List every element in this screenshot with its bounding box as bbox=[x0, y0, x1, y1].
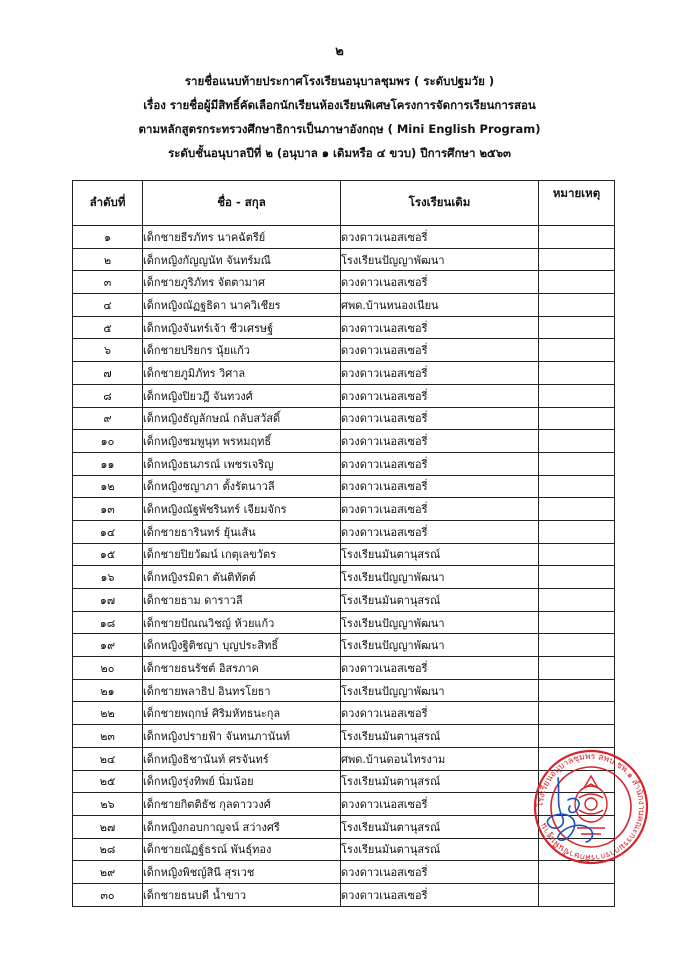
previous-school: ดวงดาวเนอสเซอรี่ bbox=[341, 793, 539, 816]
note-cell bbox=[539, 566, 615, 589]
previous-school: ดวงดาวเนอสเซอรี่ bbox=[341, 702, 539, 725]
student-name: เด็กหญิงณัฐพัชรินทร์ เจียมจักร bbox=[143, 498, 341, 521]
student-name: เด็กชายปริยกร นุ้ยแก้ว bbox=[143, 339, 341, 362]
row-number: ๑๑ bbox=[73, 452, 143, 475]
table-row bbox=[73, 452, 615, 475]
note-cell bbox=[539, 611, 615, 634]
table-row bbox=[73, 793, 615, 816]
row-number: ๑๙ bbox=[73, 634, 143, 657]
table-row bbox=[73, 838, 615, 861]
note-cell bbox=[539, 657, 615, 680]
student-name: เด็กชายภูมิภัทร วิศาล bbox=[143, 362, 341, 385]
row-number: ๑ bbox=[73, 226, 143, 249]
note-cell bbox=[539, 452, 615, 475]
previous-school: โรงเรียนมันตานุสรณ์ bbox=[341, 815, 539, 838]
note-cell bbox=[539, 520, 615, 543]
table-row bbox=[73, 498, 615, 521]
student-name: เด็กหญิงธัญลักษณ์ กลับสวัสดิ์ bbox=[143, 407, 341, 430]
previous-school: ดวงดาวเนอสเซอรี่ bbox=[341, 498, 539, 521]
table-row bbox=[73, 407, 615, 430]
student-name: เด็กชายธนบดี น้ำขาว bbox=[143, 883, 341, 906]
previous-school: โรงเรียนปัญญาพัฒนา bbox=[341, 679, 539, 702]
table-row bbox=[73, 725, 615, 748]
previous-school: ดวงดาวเนอสเซอรี่ bbox=[341, 657, 539, 680]
note-cell bbox=[539, 248, 615, 271]
table-row bbox=[73, 679, 615, 702]
announcement-subject: เรื่อง รายชื่อผู้มีสิทธิ์คัดเลือกนักเรียนห้องเรียนพิเศษโครงการจัดการเรียนการสอน bbox=[143, 98, 536, 112]
table-row bbox=[73, 566, 615, 589]
announcement-title: รายชื่อแนบท้ายประกาศโรงเรียนอนุบาลชุมพร ( ระดับปฐมวัย ) bbox=[184, 74, 495, 88]
student-name: เด็กหญิงจันทร์เจ้า ชีวเศรษฐ์ bbox=[143, 316, 341, 339]
note-cell bbox=[539, 339, 615, 362]
student-name: เด็กหญิงธิชานันท์ ศรจันทร์ bbox=[143, 747, 341, 770]
previous-school: ดวงดาวเนอสเซอรี่ bbox=[341, 452, 539, 475]
row-number: ๘ bbox=[73, 384, 143, 407]
row-number: ๑๓ bbox=[73, 498, 143, 521]
table-row bbox=[73, 883, 615, 906]
note-cell bbox=[539, 861, 615, 884]
previous-school: ดวงดาวเนอสเซอรี่ bbox=[341, 271, 539, 294]
note-cell bbox=[539, 815, 615, 838]
previous-school: ดวงดาวเนอสเซอรี่ bbox=[341, 883, 539, 906]
note-cell bbox=[539, 271, 615, 294]
row-number: ๔ bbox=[73, 294, 143, 317]
note-cell bbox=[539, 747, 615, 770]
student-name: เด็กชายปัณณวิชญ์ ห้วยแก้ว bbox=[143, 611, 341, 634]
row-number: ๑๔ bbox=[73, 520, 143, 543]
note-cell bbox=[539, 430, 615, 453]
table-header-row bbox=[73, 181, 615, 226]
seal-text: โรงเรียนอนุบาลชุมพร สพป.ชพ.๑ สำนักงานคณะกรรมการการศึกษาขั้นพื้นฐาน bbox=[535, 751, 647, 863]
student-name: เด็กหญิงณัฏฐธิดา นาควิเชียร bbox=[143, 294, 341, 317]
header-note: หมายเหตุ bbox=[539, 181, 615, 226]
row-number: ๒๘ bbox=[73, 838, 143, 861]
row-number: ๓ bbox=[73, 271, 143, 294]
previous-school: โรงเรียนมันตานุสรณ์ bbox=[341, 770, 539, 793]
note-cell bbox=[539, 679, 615, 702]
note-cell bbox=[539, 226, 615, 249]
student-name: เด็กหญิงรุ่งทิพย์ นิ่มน้อย bbox=[143, 770, 341, 793]
student-name: เด็กหญิงปิยวฎี จันทวงศ์ bbox=[143, 384, 341, 407]
note-cell bbox=[539, 725, 615, 748]
row-number: ๒๖ bbox=[73, 793, 143, 816]
note-cell bbox=[539, 634, 615, 657]
student-name: เด็กหญิงปรายฟ้า จันทนภานันท์ bbox=[143, 725, 341, 748]
student-name: เด็กหญิงรมิดา ตันติทัตต์ bbox=[143, 566, 341, 589]
table-row bbox=[73, 316, 615, 339]
table-row bbox=[73, 294, 615, 317]
table-body bbox=[73, 226, 615, 907]
previous-school: ดวงดาวเนอสเซอรี่ bbox=[341, 316, 539, 339]
previous-school: ดวงดาวเนอสเซอรี่ bbox=[341, 407, 539, 430]
note-cell bbox=[539, 793, 615, 816]
previous-school: ดวงดาวเนอสเซอรี่ bbox=[341, 362, 539, 385]
table-row bbox=[73, 657, 615, 680]
previous-school: โรงเรียนมันตานุสรณ์ bbox=[341, 543, 539, 566]
note-cell bbox=[539, 407, 615, 430]
table-row bbox=[73, 271, 615, 294]
note-cell bbox=[539, 883, 615, 906]
note-cell bbox=[539, 770, 615, 793]
previous-school: โรงเรียนปัญญาพัฒนา bbox=[341, 248, 539, 271]
row-number: ๕ bbox=[73, 316, 143, 339]
student-name: เด็กชายพฤกษ์ ศิริมหัทธนะกุล bbox=[143, 702, 341, 725]
header-school: โรงเรียนเดิม bbox=[341, 181, 539, 226]
student-name: เด็กชายธารินทร์ ยุ้นเส้น bbox=[143, 520, 341, 543]
row-number: ๑๕ bbox=[73, 543, 143, 566]
page-number: ๒ bbox=[335, 44, 344, 59]
row-number: ๒๑ bbox=[73, 679, 143, 702]
student-name: เด็กหญิงชมพูนุท พรหมฤทธิ์ bbox=[143, 430, 341, 453]
table-row bbox=[73, 702, 615, 725]
note-cell bbox=[539, 294, 615, 317]
table-row bbox=[73, 589, 615, 612]
table-row bbox=[73, 520, 615, 543]
previous-school: ศพด.บ้านหนองเนียน bbox=[341, 294, 539, 317]
student-list-table bbox=[72, 180, 615, 907]
announcement-level: ระดับชั้นอนุบาลปีที่ ๒ (อนุบาล ๑ เดิมหรือ ๔ ขวบ) ปีการศึกษา ๒๕๖๓ bbox=[168, 146, 511, 160]
previous-school: โรงเรียนมันตานุสรณ์ bbox=[341, 838, 539, 861]
row-number: ๑๐ bbox=[73, 430, 143, 453]
table-row bbox=[73, 339, 615, 362]
student-name: เด็กหญิงกอบกาญจน์ สว่างศรี bbox=[143, 815, 341, 838]
previous-school: ดวงดาวเนอสเซอรี่ bbox=[341, 430, 539, 453]
previous-school: ดวงดาวเนอสเซอรี่ bbox=[341, 520, 539, 543]
row-number: ๒๐ bbox=[73, 657, 143, 680]
table-row bbox=[73, 634, 615, 657]
note-cell bbox=[539, 498, 615, 521]
note-cell bbox=[539, 362, 615, 385]
previous-school: ดวงดาวเนอสเซอรี่ bbox=[341, 339, 539, 362]
table-row bbox=[73, 475, 615, 498]
student-name: เด็กหญิงฐิติชญา บุญประสิทธิ์ bbox=[143, 634, 341, 657]
student-name: เด็กชายพลาธิป อินทรโยธา bbox=[143, 679, 341, 702]
table-row bbox=[73, 611, 615, 634]
row-number: ๒๕ bbox=[73, 770, 143, 793]
student-name: เด็กหญิงกัญญนัท จันทร์มณี bbox=[143, 248, 341, 271]
previous-school: ดวงดาวเนอสเซอรี่ bbox=[341, 861, 539, 884]
previous-school: ดวงดาวเนอสเซอรี่ bbox=[341, 226, 539, 249]
row-number: ๒๒ bbox=[73, 702, 143, 725]
previous-school: โรงเรียนมันตานุสรณ์ bbox=[341, 589, 539, 612]
table-row bbox=[73, 384, 615, 407]
header-no: ลำดับที่ bbox=[73, 181, 143, 226]
row-number: ๒๔ bbox=[73, 747, 143, 770]
row-number: ๓๐ bbox=[73, 883, 143, 906]
note-cell bbox=[539, 543, 615, 566]
row-number: ๑๒ bbox=[73, 475, 143, 498]
row-number: ๒๓ bbox=[73, 725, 143, 748]
student-name: เด็กหญิงชญาภา ตั้งรัตนาวลี bbox=[143, 475, 341, 498]
row-number: ๑๖ bbox=[73, 566, 143, 589]
row-number: ๑๘ bbox=[73, 611, 143, 634]
row-number: ๒๗ bbox=[73, 815, 143, 838]
student-name: เด็กชายธนรัชต์ อิสรภาค bbox=[143, 657, 341, 680]
table-row bbox=[73, 861, 615, 884]
table-row bbox=[73, 226, 615, 249]
table-row bbox=[73, 747, 615, 770]
table-row bbox=[73, 248, 615, 271]
note-cell bbox=[539, 316, 615, 339]
table-row bbox=[73, 815, 615, 838]
previous-school: ดวงดาวเนอสเซอรี่ bbox=[341, 384, 539, 407]
student-name: เด็กชายธาม ดาราวลี bbox=[143, 589, 341, 612]
previous-school: โรงเรียนปัญญาพัฒนา bbox=[341, 634, 539, 657]
student-name: เด็กชายณัฏฐ์ธรณ์ พันธุ์ทอง bbox=[143, 838, 341, 861]
header-name: ชื่อ - สกุล bbox=[143, 181, 341, 226]
table-row bbox=[73, 770, 615, 793]
previous-school: โรงเรียนมันตานุสรณ์ bbox=[341, 725, 539, 748]
note-cell bbox=[539, 702, 615, 725]
student-name: เด็กชายปิยวัฒน์ เกตุเลขวัตร bbox=[143, 543, 341, 566]
student-name: เด็กหญิงธนภรณ์ เพชรเจริญ bbox=[143, 452, 341, 475]
student-name: เด็กหญิงพิชญ์สินี สุรเวช bbox=[143, 861, 341, 884]
table-row bbox=[73, 362, 615, 385]
previous-school: ดวงดาวเนอสเซอรี่ bbox=[341, 475, 539, 498]
student-name: เด็กชายภูริภัทร จัตตามาศ bbox=[143, 271, 341, 294]
student-name: เด็กชายธีรภัทร นาคฉัตรีย์ bbox=[143, 226, 341, 249]
row-number: ๖ bbox=[73, 339, 143, 362]
note-cell bbox=[539, 589, 615, 612]
note-cell bbox=[539, 384, 615, 407]
row-number: ๑๗ bbox=[73, 589, 143, 612]
announcement-program: ตามหลักสูตรกระทรวงศึกษาธิการเป็นภาษาอังกฤษ ( Mini English Program) bbox=[138, 122, 541, 136]
previous-school: ศพด.บ้านดอนไทรงาม bbox=[341, 747, 539, 770]
row-number: ๗ bbox=[73, 362, 143, 385]
note-cell bbox=[539, 838, 615, 861]
row-number: ๒๙ bbox=[73, 861, 143, 884]
row-number: ๒ bbox=[73, 248, 143, 271]
note-cell bbox=[539, 475, 615, 498]
student-name: เด็กชายกิตติธัช กุลดาววงศ์ bbox=[143, 793, 341, 816]
table-row bbox=[73, 430, 615, 453]
row-number: ๙ bbox=[73, 407, 143, 430]
previous-school: โรงเรียนปัญญาพัฒนา bbox=[341, 611, 539, 634]
table-row bbox=[73, 543, 615, 566]
previous-school: โรงเรียนปัญญาพัฒนา bbox=[341, 566, 539, 589]
